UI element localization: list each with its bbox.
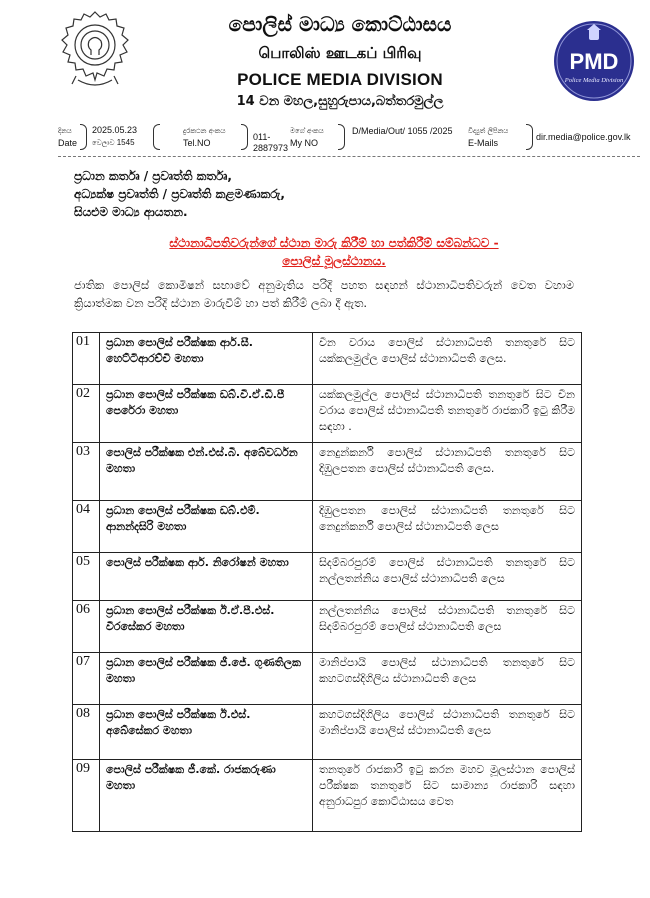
date-value: 2025.05.23 bbox=[92, 125, 138, 135]
officer-name: ප්‍රධාන පොලිස් පරීක්ෂක ජී.ජේ. ගුණතිලක මහතා bbox=[100, 653, 313, 705]
subject-line-2: පොලිස් මූලස්ථානය. bbox=[282, 254, 386, 268]
table-row bbox=[73, 333, 582, 385]
header-title-english: POLICE MEDIA DIVISION bbox=[237, 70, 443, 89]
my-no-cell bbox=[290, 122, 490, 152]
transfers-table bbox=[72, 332, 582, 832]
officer-name: පොලිස් පරීක්ෂක ආර්. නිරෝෂන් මහතා bbox=[100, 553, 313, 601]
tel-cell bbox=[183, 122, 293, 152]
transfer-details: මානිප්පායි පොලිස් ස්ථානාධිපති තනතුරේ සිට කහටගස්දිගිලිය ස්ථානාධිපති ලෙස bbox=[313, 653, 582, 705]
transfer-details: දිඹුලපතන පොලිස් ස්ථානාධිපති තනතුරේ සිට නෙදුන්කර්නි පොලිස් ස්ථානාධිපති ලෙස bbox=[313, 501, 582, 553]
date-label-si: දිනය bbox=[58, 127, 72, 135]
row-number: 03 bbox=[73, 443, 100, 501]
email-value[interactable]: dir.media@police.gov.lk bbox=[536, 132, 631, 142]
date-cell bbox=[58, 122, 178, 152]
transfer-details: කහටගස්දිගිලිය පොලිස් ස්ථානාධිපති තනතුරේ සිට මානිප්පායි පොලිස් ස්ථානාධිපති ලෙස bbox=[313, 705, 582, 760]
my-no-label-si: මගේ අංකය bbox=[290, 127, 324, 135]
officer-name: ප්‍රධාන පොලිස් පරීක්ෂක ඩබ්.එම්. ආනන්දසිරි මහතා bbox=[100, 501, 313, 553]
table-row bbox=[73, 760, 582, 832]
my-no-value: D/Media/Out/ 1055 /2025 bbox=[352, 126, 453, 136]
officer-name: ප්‍රධාන පොලිස් පරීක්ෂක ඩබ්.වී.ඒ.ඩී.පී පෙරේරා මහතා bbox=[100, 385, 313, 443]
addressee-line: ප්‍රධාන කර්තෘ / ප්‍රවෘත්ති කර්තෘ, bbox=[74, 169, 232, 183]
officer-name: පොලිස් පරීක්ෂක ජී.කේ. රාජකරුණා මහතා bbox=[100, 760, 313, 832]
tel-label-si: දුරකථන අංකය bbox=[183, 127, 226, 135]
transfer-details: යක්කලමුල්ල පොලිස් ස්ථානාධිපති තනතුරේ සිට චීන වරාය පොලිස් ස්ථානාධිපති තනතුරේ රාජකාරි ඉටු කිරීම සඳහා . bbox=[313, 385, 582, 443]
table-row bbox=[73, 553, 582, 601]
row-number: 01 bbox=[73, 333, 100, 385]
officer-name: ප්‍රධාන පොලිස් පරීක්ෂක ඊ.එස්. අබේසේකර මහතා bbox=[100, 705, 313, 760]
divider bbox=[58, 156, 640, 157]
tel-label-en: Tel.NO bbox=[183, 138, 211, 148]
table-row bbox=[73, 443, 582, 501]
transfer-details: වීන වරාය පොලිස් ස්ථානාධිපති තනතුරේ සිට යක්කලමුල්ල පොලිස් ස්ථානාධිපති ලෙස. bbox=[313, 333, 582, 385]
subject-line-1: ස්ථානාධිපතිවරුන්ගේ ස්ථාන මාරු කිරීම් හා පත්කිරීම් සම්බන්ධව - bbox=[169, 236, 499, 250]
time-value: 1545 bbox=[116, 138, 135, 147]
pmd-logo-icon bbox=[553, 20, 635, 102]
table-row bbox=[73, 653, 582, 705]
email-label-si: විද්‍යුත් ලිපිනය bbox=[468, 127, 509, 135]
pmd-logo-subtitle: Police Media Division bbox=[564, 77, 624, 84]
police-crest-icon bbox=[56, 8, 134, 92]
transfer-details: සිදම්බරපුරම් පොලිස් ස්ථානාධිපති තනතුරේ සිට නල්ලතන්නිය පොලිස් ස්ථානාධිපති ලෙස bbox=[313, 553, 582, 601]
info-bar bbox=[58, 122, 640, 152]
intro-paragraph: ජාතික පොලිස් කොමිෂන් සභාවේ අනුමැතිය පරිදි පහත සඳහන් ස්ථානාධිපතිවරුන් වෙත වහාම ක්‍රියාත්මක වන පරිදි ස්ථාන මාරුවීම් හා පත් කිරීම් ලබා දී ඇත. bbox=[74, 278, 574, 310]
transfer-details: තනතුරේ රාජකාරි ඉටු කරන මහව මූලස්ථාන පොලිස් පරීක්ෂක තනතුරේ සිට සාමාන්‍ය රාජකාරි සඳහා අනුරාධපුර කොට්ඨාසය වෙත bbox=[313, 760, 582, 832]
email-cell bbox=[468, 122, 640, 152]
row-number: 09 bbox=[73, 760, 100, 832]
table-row bbox=[73, 601, 582, 653]
addressee-line: අධ්‍යක්ෂ ප්‍රවෘත්ති / ප්‍රවෘත්ති කළමණාකරු, bbox=[74, 187, 285, 201]
time-label: වෙලාව bbox=[92, 140, 115, 147]
pmd-logo-text: PMD bbox=[569, 49, 619, 74]
row-number: 07 bbox=[73, 653, 100, 705]
email-label-en: E-Mails bbox=[468, 138, 499, 148]
row-number: 05 bbox=[73, 553, 100, 601]
row-number: 02 bbox=[73, 385, 100, 443]
row-number: 08 bbox=[73, 705, 100, 760]
date-label-en: Date bbox=[58, 138, 78, 148]
officer-name: පොලිස් පරීක්ෂක එන්.එස්.බී. අබේවර්ධන මහතා bbox=[100, 443, 313, 501]
subject-heading bbox=[74, 234, 594, 270]
table-row bbox=[73, 501, 582, 553]
row-number: 06 bbox=[73, 601, 100, 653]
transfer-details: නෙදුන්කර්නි පොලිස් ස්ථානාධිපති තනතුරේ සිට දිඹුලපතන පොලිස් ස්ථානාධිපති ලෙස. bbox=[313, 443, 582, 501]
my-no-label-en: My NO bbox=[290, 138, 318, 148]
transfer-details: නල්ලතන්නිය පොලිස් ස්ථානාධිපති තනතුරේ සිට සිදම්බරපුරම් පොලිස් ස්ථානාධිපති ලෙස bbox=[313, 601, 582, 653]
officer-name: ප්‍රධාන පොලිස් පරීක්ෂක ඊ.ඒ.පී.එස්. වීරසේකර මහතා bbox=[100, 601, 313, 653]
header-address: 14 වන මහල,සුහුරුපාය,බත්තරමුල්ල bbox=[236, 94, 444, 109]
table-row bbox=[73, 385, 582, 443]
row-number: 04 bbox=[73, 501, 100, 553]
header-title-tamil: பொலிஸ் ஊடகப் பிரிவு bbox=[258, 44, 422, 62]
header-title-sinhala: පොලිස් මාධ්‍ය කොට්ඨාසය bbox=[228, 12, 452, 36]
addressee-line: සියළුම මාධ්‍ය ආයතන. bbox=[74, 205, 188, 219]
table-row bbox=[73, 705, 582, 760]
tel-value: 011-2887973 bbox=[253, 132, 289, 153]
officer-name: ප්‍රධාන පොලිස් පරීක්ෂක ආර්.සී. හෙට්ටිආරච්චි මහතා bbox=[100, 333, 313, 385]
